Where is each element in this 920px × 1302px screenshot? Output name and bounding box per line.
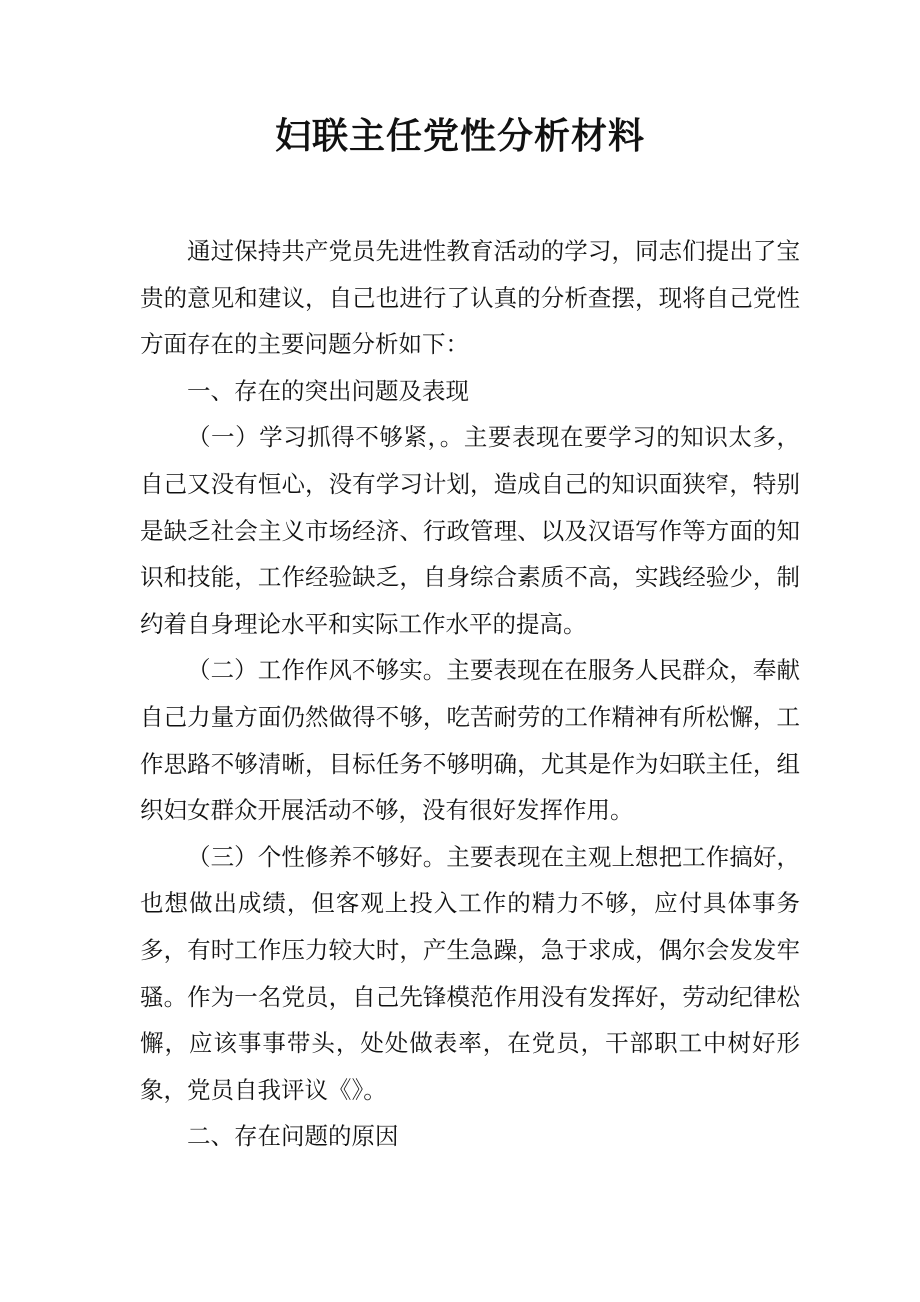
paragraph-intro: 通过保持共产党员先进性教育活动的学习，同志们提出了宝贵的意见和建议，自己也进行了认真的分析查摆，现将自己党性方面存在的主要问题分析如下： [140,237,800,359]
section-heading-2: 二、存在问题的原因 [187,1122,399,1151]
document-title: 妇联主任党性分析材料 [274,115,645,157]
paragraph-problem-3: （三）个性修养不够好。主要表现在主观上想把工作搞好，也想做出成绩，但客观上投入工作的精力不够，应付具体事务多，有时工作压力较大时，产生急躁，急于求成，偶尔会发发牢骚。作为一名党员，自己先锋模范作用没有发挥好，劳动纪律松懈，应该事事带头，处处做表率，在党员，干部职工中树好形象，党员自我评议《》。 [140,842,800,1104]
document-body [140,228,800,1160]
paragraph-problem-2: （二）工作作风不够实。主要表现在在服务人民群众，奉献自己力量方面仍然做得不够，吃苦耐劳的工作精神有所松懈，工作思路不够清晰，目标任务不够明确，尤其是作为妇联主任，组织妇女群众开展活动不够，没有很好发挥作用。 [140,656,800,825]
section-heading-1: 一、存在的突出问题及表现 [187,376,469,405]
paragraph-problem-1: （一）学习抓得不够紧，。主要表现在要学习的知识太多，自己又没有恒心，没有学习计划，造成自己的知识面狭窄，特别是缺乏社会主义市场经济、行政管理、以及汉语写作等方面的知识和技能，工作经验缺乏，自身综合素质不高，实践经验少，制约着自身理论水平和实际工作水平的提高。 [140,423,800,638]
